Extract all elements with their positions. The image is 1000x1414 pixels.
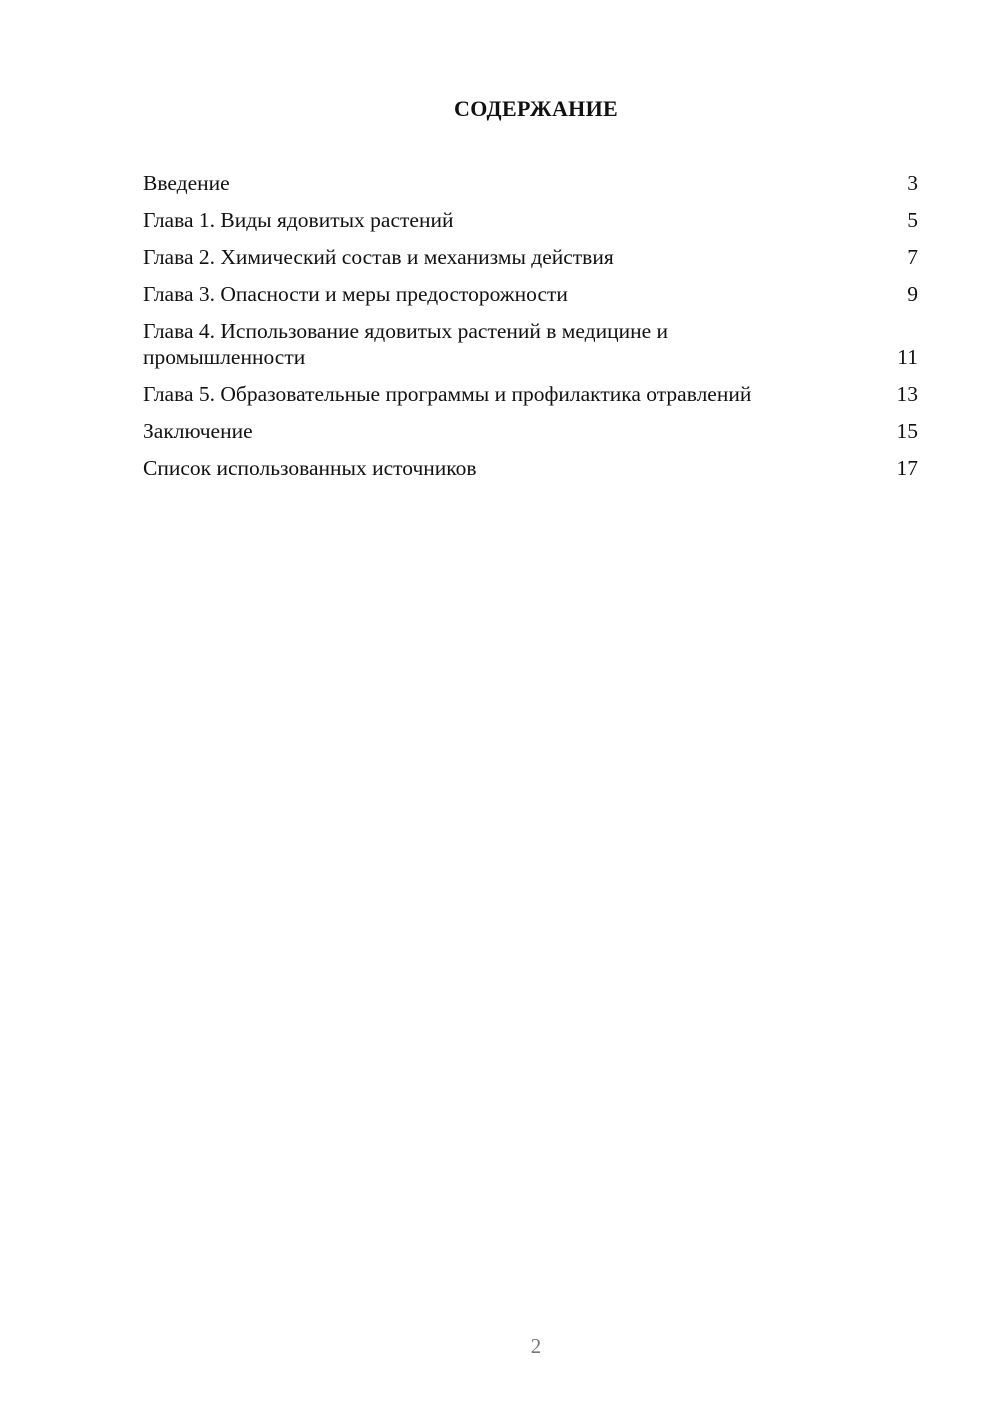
toc-entry-page: 13 [896,382,918,406]
table-of-contents [143,170,918,492]
toc-entry-page: 17 [896,456,918,480]
toc-entry-text: Заключение [143,419,253,443]
toc-entry-conclusion [143,418,918,444]
toc-entry-text: Глава 2. Химический состав и механизмы действия [143,245,614,269]
toc-entry-text: Глава 5. Образовательные программы и профилактика отравлений [143,382,752,406]
page-number: 2 [530,1334,542,1358]
toc-entry-page: 11 [897,345,918,369]
toc-entry-text: Глава 3. Опасности и меры предосторожности [143,282,568,306]
page-title: СОДЕРЖАНИЕ [454,96,618,121]
toc-entry-chapter-1 [143,207,918,233]
toc-entry-text: Введение [143,171,230,195]
toc-entry-page: 3 [907,171,918,195]
toc-entry-page: 5 [907,208,918,232]
toc-entry-introduction [143,170,918,196]
toc-entry-chapter-4 [143,318,918,370]
toc-entry-text: Глава 1. Виды ядовитых растений [143,208,454,232]
toc-entry-page: 7 [907,245,918,269]
toc-entry-chapter-2 [143,244,918,270]
toc-entry-chapter-3 [143,281,918,307]
toc-entry-text: Глава 4. Использование ядовитых растений в медицине и промышленности [143,319,669,369]
toc-entry-text: Список использованных источников [143,456,477,480]
toc-entry-chapter-5 [143,381,918,407]
toc-entry-references [143,455,918,481]
toc-entry-page: 15 [896,419,918,443]
toc-entry-page: 9 [907,282,918,306]
